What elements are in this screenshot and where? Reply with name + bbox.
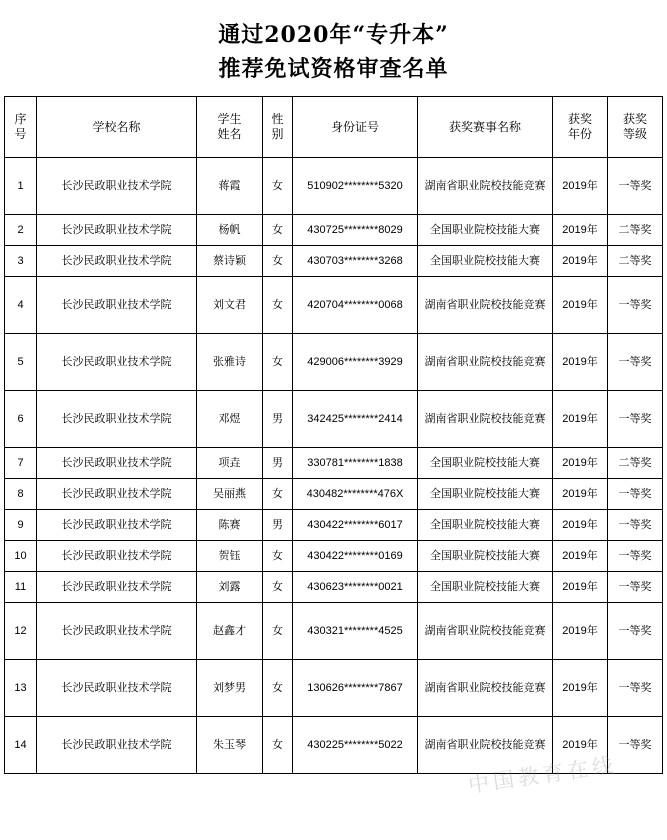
cell-gender: 女 xyxy=(263,660,293,717)
cell-year: 2019年 xyxy=(553,391,608,448)
cell-year: 2019年 xyxy=(553,158,608,215)
cell-name: 蔡诗颖 xyxy=(197,246,263,277)
cell-seq: 1 xyxy=(5,158,37,215)
cell-school: 长沙民政职业技术学院 xyxy=(37,158,197,215)
cell-seq: 9 xyxy=(5,510,37,541)
cell-id: 130626********7867 xyxy=(293,660,418,717)
qualification-table xyxy=(4,96,663,774)
cell-seq: 14 xyxy=(5,717,37,774)
cell-school: 长沙民政职业技术学院 xyxy=(37,603,197,660)
header-name-line1: 学生 xyxy=(217,112,242,126)
cell-contest: 全国职业院校技能大赛 xyxy=(418,215,553,246)
cell-year: 2019年 xyxy=(553,448,608,479)
cell-contest: 全国职业院校技能大赛 xyxy=(418,572,553,603)
cell-year: 2019年 xyxy=(553,717,608,774)
cell-level: 一等奖 xyxy=(608,158,663,215)
cell-contest: 湖南省职业院校技能竞赛 xyxy=(418,277,553,334)
cell-name: 刘露 xyxy=(197,572,263,603)
cell-contest: 全国职业院校技能大赛 xyxy=(418,510,553,541)
table-row xyxy=(5,391,663,448)
page-title xyxy=(0,0,667,86)
cell-id: 420704********0068 xyxy=(293,277,418,334)
table-body xyxy=(5,158,663,774)
cell-level: 一等奖 xyxy=(608,334,663,391)
table-row xyxy=(5,479,663,510)
cell-contest: 湖南省职业院校技能竞赛 xyxy=(418,603,553,660)
cell-contest: 全国职业院校技能大赛 xyxy=(418,479,553,510)
header-year-line1: 获奖 xyxy=(567,112,592,126)
cell-seq: 7 xyxy=(5,448,37,479)
cell-name: 张雅诗 xyxy=(197,334,263,391)
cell-school: 长沙民政职业技术学院 xyxy=(37,391,197,448)
cell-name: 朱玉琴 xyxy=(197,717,263,774)
cell-seq: 4 xyxy=(5,277,37,334)
header-seq xyxy=(5,97,37,158)
cell-id: 430703********3268 xyxy=(293,246,418,277)
cell-id: 510902********5320 xyxy=(293,158,418,215)
cell-year: 2019年 xyxy=(553,510,608,541)
header-seq-line1: 序 xyxy=(14,112,27,126)
cell-seq: 10 xyxy=(5,541,37,572)
cell-year: 2019年 xyxy=(553,541,608,572)
cell-school: 长沙民政职业技术学院 xyxy=(37,660,197,717)
cell-seq: 12 xyxy=(5,603,37,660)
table-row xyxy=(5,246,663,277)
cell-year: 2019年 xyxy=(553,479,608,510)
table-row xyxy=(5,717,663,774)
cell-seq: 6 xyxy=(5,391,37,448)
cell-gender: 女 xyxy=(263,479,293,510)
cell-seq: 8 xyxy=(5,479,37,510)
header-level-line2: 等级 xyxy=(622,127,647,141)
cell-level: 一等奖 xyxy=(608,572,663,603)
cell-name: 贺钰 xyxy=(197,541,263,572)
cell-school: 长沙民政职业技术学院 xyxy=(37,448,197,479)
cell-year: 2019年 xyxy=(553,334,608,391)
header-name-line2: 姓名 xyxy=(217,127,242,141)
cell-seq: 5 xyxy=(5,334,37,391)
table-row xyxy=(5,572,663,603)
cell-gender: 女 xyxy=(263,572,293,603)
cell-name: 吴丽燕 xyxy=(197,479,263,510)
watermark: 中国教育在线 xyxy=(466,752,619,798)
table-row xyxy=(5,215,663,246)
table-row xyxy=(5,158,663,215)
cell-school: 长沙民政职业技术学院 xyxy=(37,541,197,572)
header-gender-line2: 别 xyxy=(271,127,284,141)
cell-contest: 湖南省职业院校技能竞赛 xyxy=(418,334,553,391)
cell-level: 一等奖 xyxy=(608,510,663,541)
cell-level: 一等奖 xyxy=(608,603,663,660)
cell-level: 二等奖 xyxy=(608,448,663,479)
cell-name: 杨帆 xyxy=(197,215,263,246)
cell-gender: 女 xyxy=(263,246,293,277)
cell-year: 2019年 xyxy=(553,603,608,660)
header-seq-line2: 号 xyxy=(14,127,27,141)
cell-contest: 全国职业院校技能大赛 xyxy=(418,448,553,479)
table-row xyxy=(5,660,663,717)
cell-id: 430725********8029 xyxy=(293,215,418,246)
table-row xyxy=(5,448,663,479)
cell-seq: 13 xyxy=(5,660,37,717)
cell-level: 一等奖 xyxy=(608,277,663,334)
cell-school: 长沙民政职业技术学院 xyxy=(37,479,197,510)
cell-gender: 男 xyxy=(263,391,293,448)
cell-name: 刘文君 xyxy=(197,277,263,334)
header-gender-line1: 性 xyxy=(271,112,284,126)
header-level-line1: 获奖 xyxy=(622,112,647,126)
header-name xyxy=(197,97,263,158)
cell-school: 长沙民政职业技术学院 xyxy=(37,572,197,603)
cell-gender: 女 xyxy=(263,603,293,660)
cell-level: 一等奖 xyxy=(608,541,663,572)
table-row xyxy=(5,277,663,334)
cell-year: 2019年 xyxy=(553,246,608,277)
cell-name: 陈赛 xyxy=(197,510,263,541)
header-contest: 获奖赛事名称 xyxy=(418,97,553,158)
cell-school: 长沙民政职业技术学院 xyxy=(37,246,197,277)
cell-id: 342425********2414 xyxy=(293,391,418,448)
cell-contest: 湖南省职业院校技能竞赛 xyxy=(418,660,553,717)
table-row xyxy=(5,334,663,391)
cell-id: 430623********0021 xyxy=(293,572,418,603)
cell-name: 赵鑫才 xyxy=(197,603,263,660)
cell-school: 长沙民政职业技术学院 xyxy=(37,717,197,774)
header-year xyxy=(553,97,608,158)
cell-level: 二等奖 xyxy=(608,246,663,277)
cell-id: 430225********5022 xyxy=(293,717,418,774)
cell-contest: 全国职业院校技能大赛 xyxy=(418,541,553,572)
cell-gender: 女 xyxy=(263,541,293,572)
cell-seq: 2 xyxy=(5,215,37,246)
cell-school: 长沙民政职业技术学院 xyxy=(37,510,197,541)
cell-gender: 男 xyxy=(263,510,293,541)
cell-contest: 湖南省职业院校技能竞赛 xyxy=(418,158,553,215)
cell-level: 二等奖 xyxy=(608,215,663,246)
header-gender xyxy=(263,97,293,158)
cell-year: 2019年 xyxy=(553,215,608,246)
cell-gender: 女 xyxy=(263,277,293,334)
cell-id: 430422********0169 xyxy=(293,541,418,572)
cell-name: 刘梦男 xyxy=(197,660,263,717)
cell-name: 邓煜 xyxy=(197,391,263,448)
table-row xyxy=(5,541,663,572)
table-header-row xyxy=(5,97,663,158)
header-year-line2: 年份 xyxy=(567,127,592,141)
header-id: 身份证号 xyxy=(293,97,418,158)
title-line-2: 推荐免试资格审查名单 xyxy=(218,56,449,82)
cell-gender: 女 xyxy=(263,158,293,215)
cell-gender: 女 xyxy=(263,215,293,246)
cell-id: 430321********4525 xyxy=(293,603,418,660)
cell-contest: 湖南省职业院校技能竞赛 xyxy=(418,391,553,448)
cell-year: 2019年 xyxy=(553,277,608,334)
cell-school: 长沙民政职业技术学院 xyxy=(37,277,197,334)
title-line-1: 通过2020年“专升本” xyxy=(218,22,449,48)
cell-id: 430422********6017 xyxy=(293,510,418,541)
cell-name: 项垚 xyxy=(197,448,263,479)
cell-id: 330781********1838 xyxy=(293,448,418,479)
cell-school: 长沙民政职业技术学院 xyxy=(37,215,197,246)
cell-school: 长沙民政职业技术学院 xyxy=(37,334,197,391)
cell-level: 一等奖 xyxy=(608,660,663,717)
cell-gender: 女 xyxy=(263,717,293,774)
header-school: 学校名称 xyxy=(37,97,197,158)
table-row xyxy=(5,603,663,660)
cell-seq: 11 xyxy=(5,572,37,603)
cell-gender: 男 xyxy=(263,448,293,479)
cell-year: 2019年 xyxy=(553,660,608,717)
cell-level: 一等奖 xyxy=(608,391,663,448)
cell-year: 2019年 xyxy=(553,572,608,603)
cell-gender: 女 xyxy=(263,334,293,391)
header-level xyxy=(608,97,663,158)
cell-seq: 3 xyxy=(5,246,37,277)
cell-id: 430482********476X xyxy=(293,479,418,510)
table-row xyxy=(5,510,663,541)
cell-name: 蒋霞 xyxy=(197,158,263,215)
cell-level: 一等奖 xyxy=(608,479,663,510)
cell-contest: 全国职业院校技能大赛 xyxy=(418,246,553,277)
cell-contest: 湖南省职业院校技能竞赛 xyxy=(418,717,553,774)
cell-level: 一等奖 xyxy=(608,717,663,774)
cell-id: 429006********3929 xyxy=(293,334,418,391)
